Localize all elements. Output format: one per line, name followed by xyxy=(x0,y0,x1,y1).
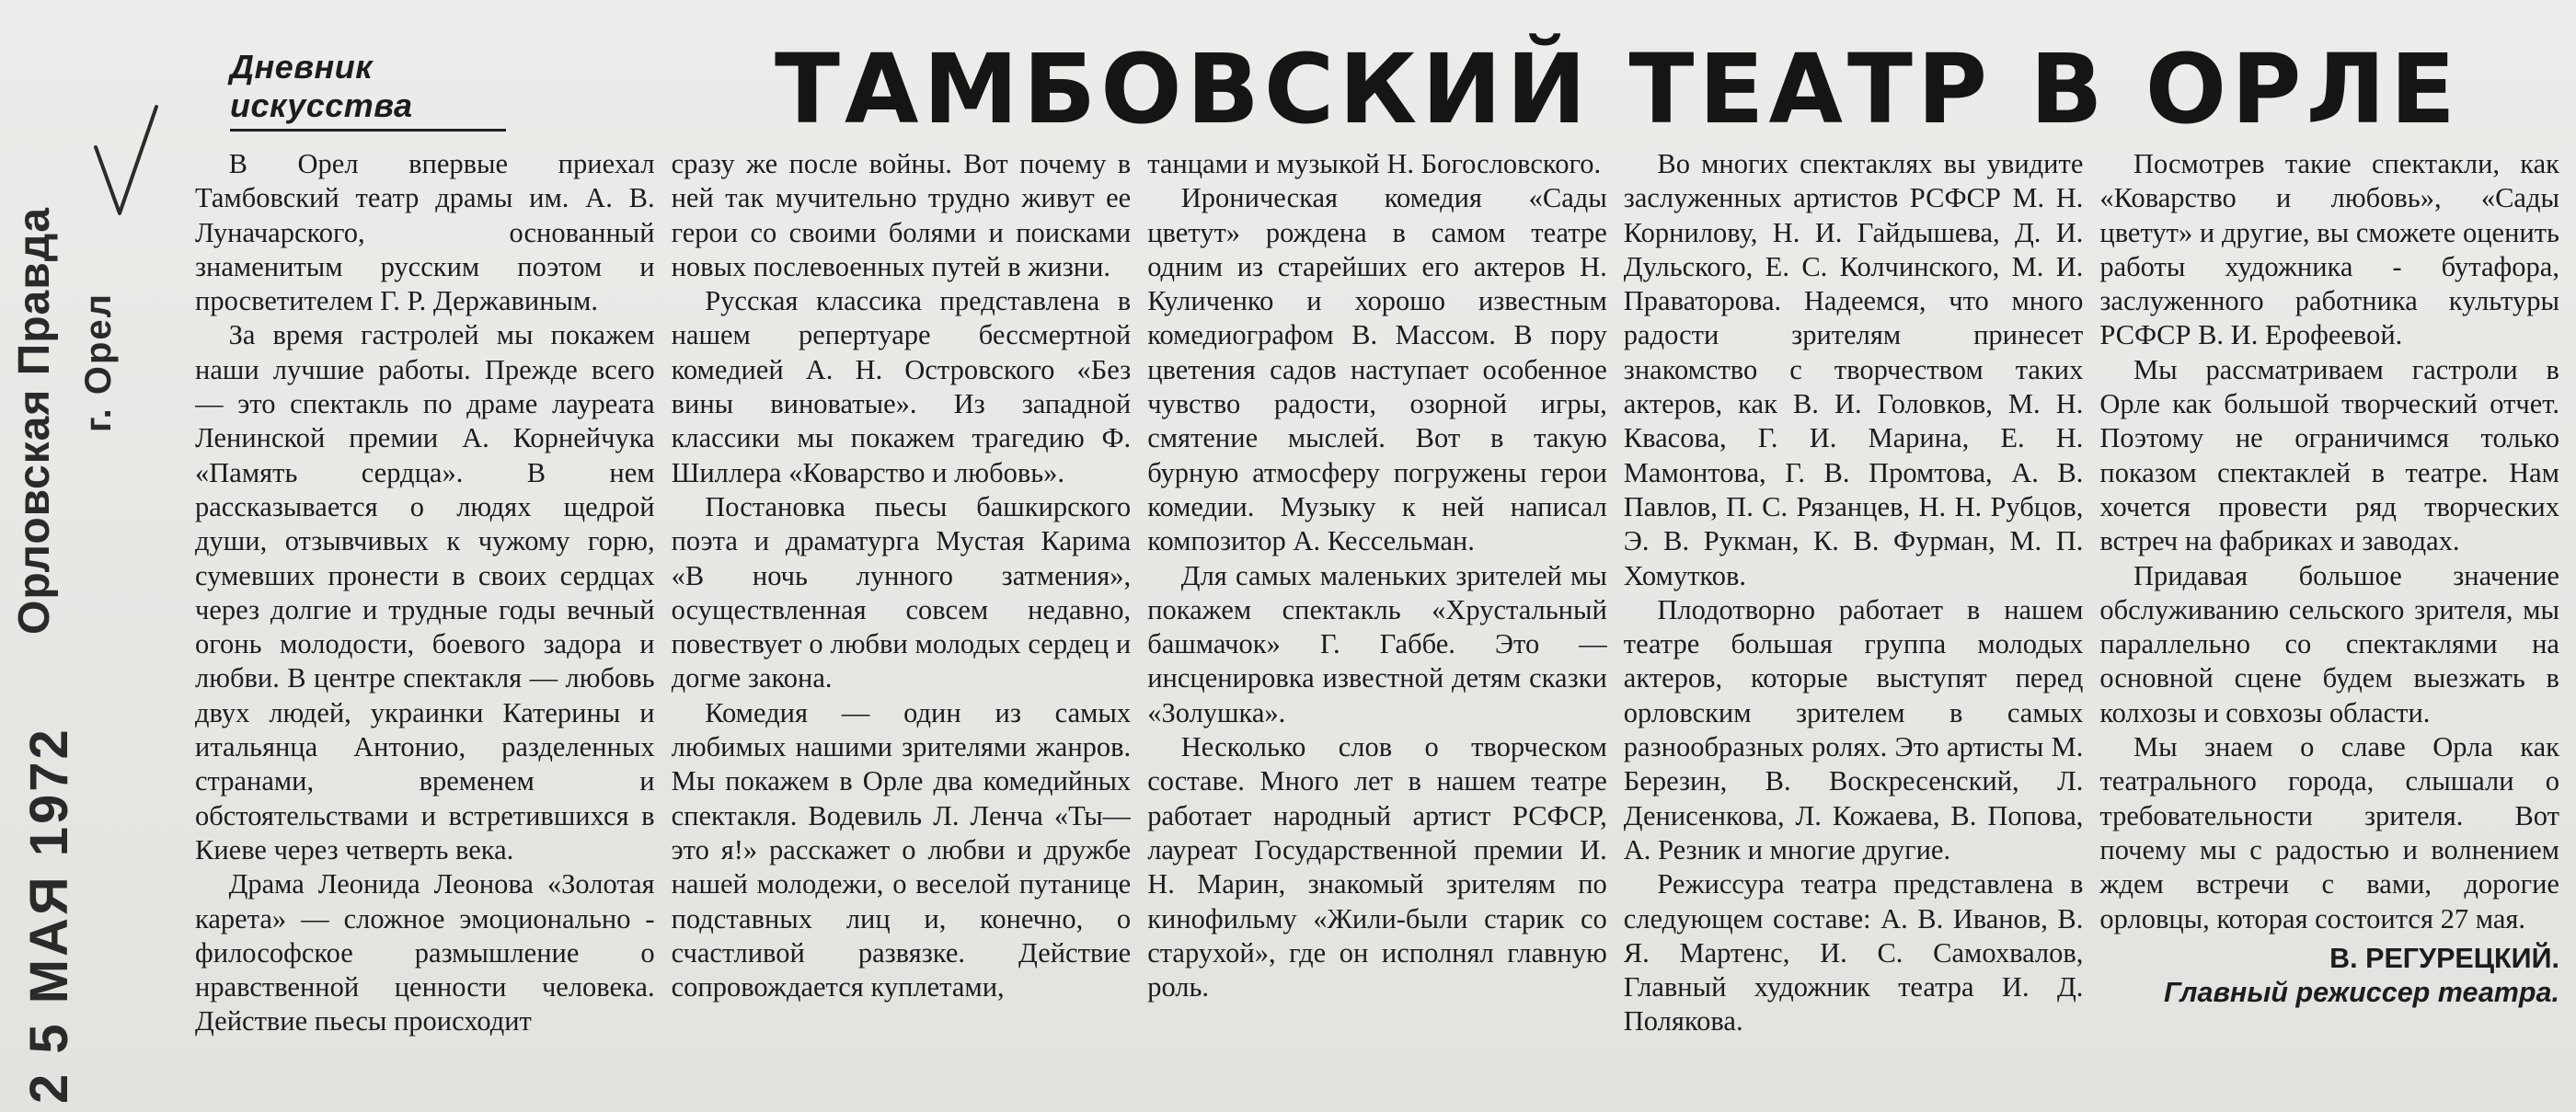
paragraph: Русская классика представлена в нашем репертуаре бессмертной комедией А. Н. Островского «Без вины виноватые». Из западной классики мы покажем трагедию Ф. Шиллера «Коварство и любовь». xyxy=(671,285,1132,488)
source-newspaper-stamp: Орловская Правда xyxy=(10,207,59,635)
paragraph: Для самых маленьких зрителей мы покажем спектакль «Хрустальный башмачок» Г. Габбе. Это — инсценировка известной детям сказки «Золушка». xyxy=(1147,559,1607,728)
column-2 xyxy=(672,147,1132,1104)
date-stamp: 2 5 МАЯ 1972 xyxy=(19,727,79,1104)
paragraph: Драма Леонида Леонова «Золотая карета» — сложное эмоционально - философское размышление о нравственной ценности человека. Действие пьесы происходит xyxy=(195,868,655,1037)
column-1 xyxy=(195,147,655,1104)
paragraph: Мы рассматриваем гастроли в Орле как большой творческий отчет. Поэтому не ограничимся только показом спектаклей в театре. Нам хочется провести ряд творческих встреч на фабриках и заводах. xyxy=(2099,353,2559,557)
paragraph-continued: танцами и музыкой Н. Богословского. xyxy=(1147,148,1602,179)
source-city-stamp: г. Орел xyxy=(78,292,119,432)
paragraph: Несколько слов о творческом составе. Много лет в нашем театре работает народный артист РСФСР, лауреат Государственной премии И. Н. Марин, знакомый зрителям по кинофильму «Жили-были старик со старухой», где он исполнял главную роль. xyxy=(1147,731,1607,1003)
paragraph: Придавая большое значение обслуживанию сельского зрителя, мы параллельно со спектаклями на основной сцене будем выезжать в колхозы и совхозы области. xyxy=(2099,559,2559,728)
paragraph: Посмотрев такие спектакли, как «Коварство и любовь», «Сады цветут» и другие, вы сможете оценить работы художника - бутафора, заслуженного работника культуры РСФСР В. И. Ерофеевой. xyxy=(2099,148,2559,351)
article-body xyxy=(195,147,2559,1104)
author-role: Главный режиссер театра. xyxy=(2164,977,2559,1009)
column-4 xyxy=(1624,147,2084,1104)
paragraph: За время гастролей мы покажем наши лучшие работы. Прежде всего — это спектакль по драме лауреата Ленинской премии А. Корнейчука «Память сердца». В нем рассказывается о людях щедрой души, отзывчивых к чужому горю, сумевших пронести в своих сердцах через долгие и трудные годы вечный огонь молодости, боевого задора и любви. В центре спектакля — любовь двух людей, украинки Катерины и итальянца Антонио, разделенных странами, временем и обстоятельствами и встретившихся в Киеве через четверть века. xyxy=(195,319,655,866)
column-3 xyxy=(1147,147,1607,1104)
author-signature: В. РЕГУРЕЦКИЙ. xyxy=(2329,942,2559,974)
paragraph-continued: сразу же после войны. Вот почему в ней так мучительно трудно живут ее герои со своими болями и поисками новых послевоенных путей в жизни. xyxy=(671,148,1132,282)
paragraph: Ироническая комедия «Сады цветут» рождена в самом театре одним из старейших его актеров Н. Куличенко и хорошо известным комедиографом В. Массом. В пору цветения садов наступает особенное чувство радости, озорной игры, смятение мыслей. Вот в такую бурную атмосферу погружены герои комедии. Музыку к ней написал композитор А. Кессельман. xyxy=(1147,182,1607,557)
paragraph: Плодотворно работает в нашем театре большая группа молодых актеров, которые выступят перед орловским зрителем в самых разнообразных ролях. Это артисты М. Березин, В. Воскресенский, Л. Денисенкова, Л. Кожаева, В. Попова, А. Резник и многие другие. xyxy=(1623,593,2084,866)
paragraph: Режиссура театра представлена в следующем составе: А. В. Иванов, В. Я. Мартенс, И. С. Самохвалов, Главный художник театра И. Д. Полякова. xyxy=(1623,868,2084,1037)
handwritten-check-mark xyxy=(92,101,166,221)
paragraph: Во многих спектаклях вы увидите заслуженных артистов РСФСР М. Н. Корнилову, Н. И. Гайдышева, Д. И. Дульского, Е. С. Колчинского, М. И. Праваторова. Надеемся, что много радости зрителям принесет знакомство с творчеством таких актеров, как В. И. Головков, М. Н. Квасова, Г. И. Марина, Е. Н. Мамонтова, Г. В. Промтова, А. В. Павлов, П. С. Рязанцев, Н. Н. Рубцов, Э. В. Рукман, К. В. Фурман, М. П. Хомутков. xyxy=(1623,148,2084,591)
paragraph: В Орел впервые приехал Тамбовский театр драмы им. А. В. Луначарского, основанный знаменитым русским поэтом и просветителем Г. Р. Державиным. xyxy=(195,148,655,317)
paragraph: Мы знаем о славе Орла как театрального города, слышали о требовательности зрителя. Вот почему мы с радостью и волнением ждем встречи с вами, дорогие орловцы, которая состоится 27 мая. xyxy=(2099,731,2559,934)
column-5 xyxy=(2099,147,2559,1104)
paragraph: Постановка пьесы башкирского поэта и драматурга Мустая Карима «В ночь лунного затмения», осуществленная совсем недавно, повествует о любви молодых сердец и догме закона. xyxy=(671,490,1132,694)
rubric-label: Дневник искусства xyxy=(230,48,506,132)
paragraph: Комедия — один из самых любимых нашими зрителями жанров. Мы покажем в Орле два комедийных спектакля. Водевиль Л. Ленча «Ты— это я!» расскажет о любви и дружбе нашей молодежи, о веселой путанице подставных лиц и, конечно, о счастливой развязке. Действие сопровождается куплетами, xyxy=(671,696,1132,1003)
article-headline: ТАМБОВСКИЙ ТЕАТР В ОРЛЕ xyxy=(775,33,2460,145)
